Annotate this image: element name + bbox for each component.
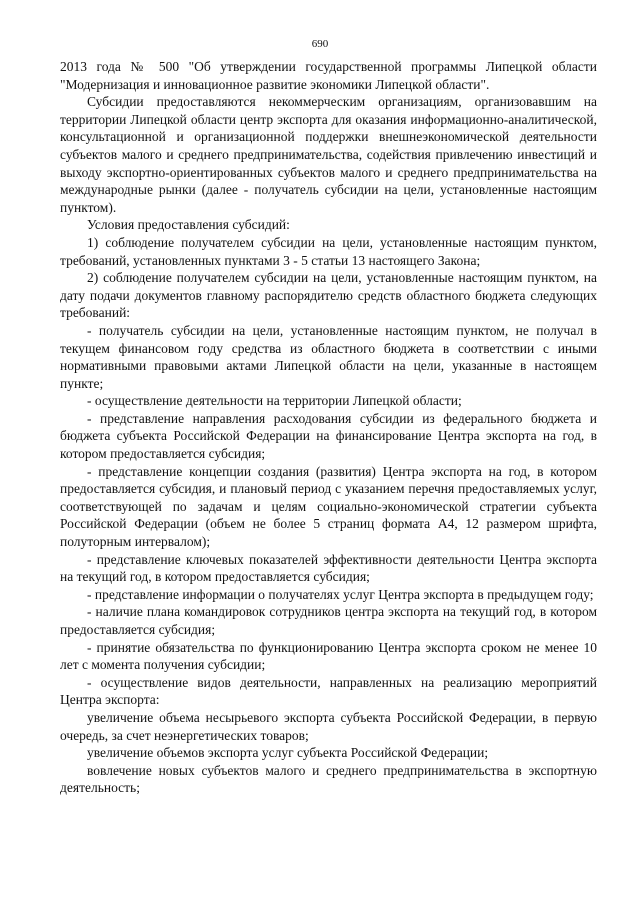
paragraph-condition-2: 2) соблюдение получателем субсидии на цели, установленные настоящим пунктом, на дату подачи документов главному распорядителю средств областного бюджета следующих требований: [60, 270, 597, 321]
list-item-requirement: - принятие обязательства по функционированию Центра экспорта сроком не менее 10 лет с момента получения субсидии; [60, 639, 597, 673]
list-item-requirement: - представление ключевых показателей эффективности деятельности Центра экспорта на текущий год, в котором предоставляется субсидия; [60, 551, 597, 585]
list-item-requirement: - представление концепции создания (развития) Центра экспорта на год, в котором предоставляется субсидия, и плановый период с указанием перечня предоставляемых услуг, соответствующей по задачам и целям социально-экономической стратегии субъекта Российской Федерации (объем не более 5 страниц формата А4, 12 размером шрифта, полуторным интервалом); [60, 463, 597, 550]
paragraph-conditions-heading: Условия предоставления субсидий: [87, 217, 290, 233]
list-item-requirement: - осуществление деятельности на территории Липецкой области; [87, 393, 462, 409]
page-number: 690 [311, 38, 329, 50]
list-item-requirement: - наличие плана командировок сотрудников центра экспорта на текущий год, в котором предоставляется субсидия; [60, 604, 597, 637]
list-item-activity: увеличение объема несырьевого экспорта субъекта Российской Федерации, в первую очередь, за счет неэнергетических товаров; [60, 709, 597, 743]
list-item-requirement: - осуществление видов деятельности, направленных на реализацию мероприятий Центра экспорта: [60, 674, 597, 708]
list-item-requirement: - представление информации о получателях услуг Центра экспорта в предыдущем году; [87, 586, 594, 602]
paragraph-subsidy-recipients: Субсидии предоставляются некоммерческим организациям, организовавшим на территории Липецкой области центр экспорта для оказания информационно-аналитической, консультационной и организационной поддержки внешнеэкономической деятельности субъектов малого и среднего предпринимательства, содействия привлечению инвестиций и выходу экспортно-ориентированных субъектов малого и среднего предпринимательства на международные рынки (далее - получатель субсидии на цели, установленные настоящим пунктом). [60, 94, 597, 215]
list-item-requirement: - представление направления расходования субсидии из федерального бюджета и бюджета субъекта Российской Федерации на финансирование Центра экспорта на год, в котором предоставляется субсидия; [60, 410, 597, 462]
list-item-requirement: - получатель субсидии на цели, установленные настоящим пунктом, не получал в текущем финансовом году средства из областного бюджета в соответствии с иными нормативными правовыми актами Липецкой области на цели, указанные в настоящем пункте; [60, 322, 597, 391]
paragraph-condition-1: 1) соблюдение получателем субсидии на цели, установленные настоящим пунктом, требований, установленных пунктами 3 - 5 статьи 13 настоящего Закона; [60, 234, 597, 268]
paragraph-law-reference: 2013 года № 500 "Об утверждении государственной программы Липецкой области "Модернизация и инновационное развитие экономики Липецкой области". [60, 59, 597, 92]
list-item-activity: вовлечение новых субъектов малого и среднего предпринимательства в экспортную деятельность; [60, 762, 597, 796]
document-body [60, 58, 597, 797]
list-item-activity: увеличение объемов экспорта услуг субъекта Российской Федерации; [87, 745, 489, 761]
